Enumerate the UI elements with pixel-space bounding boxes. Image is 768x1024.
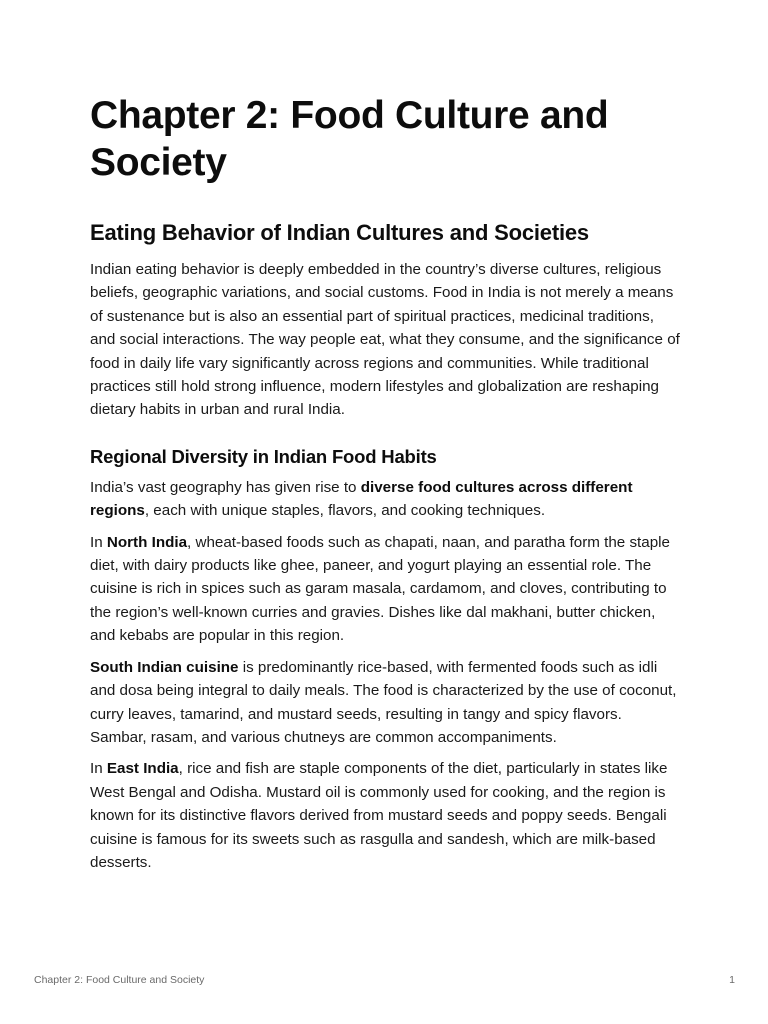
section-heading: Eating Behavior of Indian Cultures and Societies (90, 220, 589, 245)
footer-page-number: 1 (729, 974, 735, 986)
paragraph-text: In (90, 760, 107, 778)
footer-running-title: Chapter 2: Food Culture and Society (34, 974, 205, 986)
chapter-title: Chapter 2: Food Culture and Society (90, 94, 609, 184)
north-india-paragraph (90, 531, 682, 648)
south-india-paragraph (90, 656, 682, 750)
paragraph-text: , each with unique staples, flavors, and cooking techniques. (144, 502, 546, 520)
bold-phrase: diverse food cultures across different regions (90, 478, 633, 520)
bold-phrase: East India (106, 760, 179, 778)
paragraph-text: , rice and fish are staple components of the diet, particularly in states like West Bengal and Odisha. Mustard oil is commonly used for cooking, and the region is known for its distinctive flavors derived from mustard seeds and poppy seeds. Bengali cuisine is famous for its sweets such as rasgulla and sandesh, which are milk-based desserts. (90, 760, 668, 871)
section-intro-paragraph: Indian eating behavior is deeply embedded in the country’s diverse cultures, religious beliefs, geographic variations, and social customs. Food in India is not merely a means of sustenance but is also an essential part of spiritual practices, medicinal traditions, and social interactions. The way people eat, what they consume, and the significance of food in daily life vary significantly across regions and communities. While traditional practices still hold strong influence, modern lifestyles and globalization are reshaping dietary habits in urban and rural India. (90, 261, 680, 419)
regional-diversity-paragraph (90, 476, 682, 523)
paragraph-text: In (90, 533, 107, 551)
page-content (90, 92, 682, 874)
paragraph-text: , wheat-based foods such as chapati, naan, and paratha form the staple diet, with dairy products like ghee, paneer, and yogurt playing an essential role. The cuisine is rich in spices such as garam masala, cardamom, and cloves, contributing to the region’s well-known curries and gravies. Dishes like dal makhani, butter chicken, and kebabs are popular in this region. (90, 533, 670, 645)
bold-phrase: North India (106, 533, 188, 551)
subsection-heading: Regional Diversity in Indian Food Habits (90, 445, 437, 467)
bold-phrase: South Indian cuisine (90, 658, 239, 676)
paragraph-text: India’s vast geography has given rise to (90, 478, 361, 496)
paragraph-text: is predominantly rice-based, with fermented foods such as idli and dosa being integral to daily meals. The food is characterized by the use of coconut, curry leaves, tamarind, and mustard seeds, resulting in tangy and spicy flavors. Sambar, rasam, and various chutneys are common accompaniments. (90, 658, 677, 746)
east-india-paragraph (90, 757, 682, 874)
